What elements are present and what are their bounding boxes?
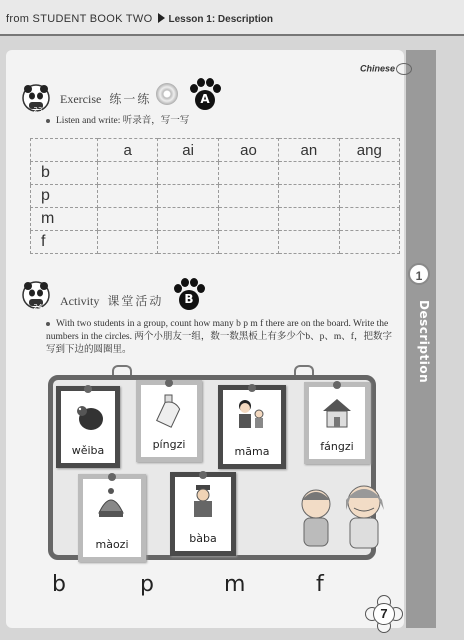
grid-row-header: b xyxy=(31,162,98,185)
house-icon xyxy=(317,393,357,431)
book-title: from STUDENT BOOK TWO xyxy=(6,13,153,25)
grid-cell[interactable] xyxy=(339,185,399,208)
page-number: 7 xyxy=(373,603,395,625)
grid-cell[interactable] xyxy=(98,185,158,208)
bullet-icon xyxy=(46,119,50,123)
children-illustration xyxy=(288,478,398,556)
grid-cell[interactable] xyxy=(339,162,399,185)
bullet-icon xyxy=(46,322,50,326)
exercise-title xyxy=(60,90,151,107)
exercise-badge-text: 23 xyxy=(33,106,43,114)
lesson-title: Lesson 1: Description xyxy=(168,14,273,25)
header-rule xyxy=(0,34,464,36)
grid-col-header: ang xyxy=(339,139,399,162)
mother-icon xyxy=(231,396,271,434)
side-tab-label: Description xyxy=(417,300,431,384)
grid-col-header: a xyxy=(98,139,158,162)
answer-letter: f xyxy=(316,572,324,597)
cd-icon xyxy=(156,83,178,105)
card-word: māma xyxy=(234,445,270,458)
grid-row xyxy=(31,162,400,185)
card-word: píngzi xyxy=(152,438,186,451)
arrow-icon xyxy=(158,13,165,23)
grid-cell[interactable] xyxy=(279,231,339,254)
answer-letter: m xyxy=(224,572,246,597)
tail-icon xyxy=(69,397,109,435)
grid-corner xyxy=(31,139,98,162)
grid-col-header: ai xyxy=(158,139,218,162)
activity-badge-text: 24 xyxy=(33,303,43,311)
picture-card xyxy=(78,474,146,562)
father-icon xyxy=(183,483,223,521)
grid-row-header: p xyxy=(31,185,98,208)
page-header xyxy=(6,13,273,25)
activity-title-zh: 课堂活动 xyxy=(107,294,164,308)
grid-cell[interactable] xyxy=(279,208,339,231)
grid-col-header: ao xyxy=(218,139,278,162)
side-tab-number: 1 xyxy=(408,263,430,285)
grid-cell[interactable] xyxy=(339,231,399,254)
grid-cell[interactable] xyxy=(98,162,158,185)
grid-cell[interactable] xyxy=(158,231,218,254)
grid-cell[interactable] xyxy=(218,162,278,185)
pin-icon xyxy=(165,379,173,387)
exercise-title-en: Exercise xyxy=(60,92,102,106)
grid-cell[interactable] xyxy=(158,162,218,185)
grid-row xyxy=(31,231,400,254)
pin-icon xyxy=(199,471,207,479)
chinese-logo xyxy=(360,63,412,75)
grid-cell[interactable] xyxy=(279,185,339,208)
exercise-instruction-en: Listen and write: xyxy=(56,116,121,126)
paw-icon xyxy=(188,78,222,112)
activity-instruction-en: With two students in a group, count how many b p m f there are on the board. Write the numbers in the circles. xyxy=(46,319,389,342)
grid-cell[interactable] xyxy=(158,208,218,231)
pinyin-grid xyxy=(30,138,400,254)
bottle-icon xyxy=(149,391,189,429)
paw-icon xyxy=(172,278,206,312)
pin-icon xyxy=(84,385,92,393)
pin-icon xyxy=(248,384,256,392)
card-word: wěiba xyxy=(71,444,105,457)
picture-card xyxy=(170,472,236,556)
page-number-badge xyxy=(368,598,398,628)
pin-icon xyxy=(108,473,116,481)
picture-card xyxy=(304,382,370,464)
activity-instruction-zh: 两个小朋友一组，数一数黑板上有多少个b、p、m、f，把数字写到下边的圆圈里。 xyxy=(46,332,392,355)
paw-letter-b: B xyxy=(184,292,194,306)
activity-title xyxy=(60,292,163,309)
grid-col-header: an xyxy=(279,139,339,162)
grid-row xyxy=(31,185,400,208)
card-word: fángzi xyxy=(320,440,354,453)
exercise-badge xyxy=(31,105,45,114)
exercise-instruction xyxy=(46,115,189,128)
grid-cell[interactable] xyxy=(158,185,218,208)
answer-letter: p xyxy=(140,572,154,597)
activity-instruction xyxy=(46,318,398,357)
logo-mark-icon xyxy=(396,63,412,75)
grid-cell[interactable] xyxy=(339,208,399,231)
exercise-title-zh: 练一练 xyxy=(109,92,152,106)
grid-row xyxy=(31,208,400,231)
picture-card xyxy=(136,380,202,462)
grid-cell[interactable] xyxy=(218,231,278,254)
card-word: bàba xyxy=(189,532,217,545)
paw-letter-a: A xyxy=(200,92,210,106)
activity-title-en: Activity xyxy=(60,294,100,308)
grid-cell[interactable] xyxy=(218,185,278,208)
logo-text: Chinese xyxy=(360,63,396,74)
grid-row-header: f xyxy=(31,231,98,254)
picture-card xyxy=(56,386,120,468)
answer-letter: b xyxy=(52,572,66,597)
grid-cell[interactable] xyxy=(279,162,339,185)
picture-card xyxy=(218,385,286,469)
grid-cell[interactable] xyxy=(218,208,278,231)
exercise-instruction-zh: 听录音，写一写 xyxy=(122,116,190,126)
grid-cell[interactable] xyxy=(98,208,158,231)
grid-row-header: m xyxy=(31,208,98,231)
card-word: màozi xyxy=(95,538,129,551)
pin-icon xyxy=(333,381,341,389)
hat-icon xyxy=(91,485,131,523)
activity-badge xyxy=(31,302,45,311)
grid-header-row xyxy=(31,139,400,162)
grid-cell[interactable] xyxy=(98,231,158,254)
